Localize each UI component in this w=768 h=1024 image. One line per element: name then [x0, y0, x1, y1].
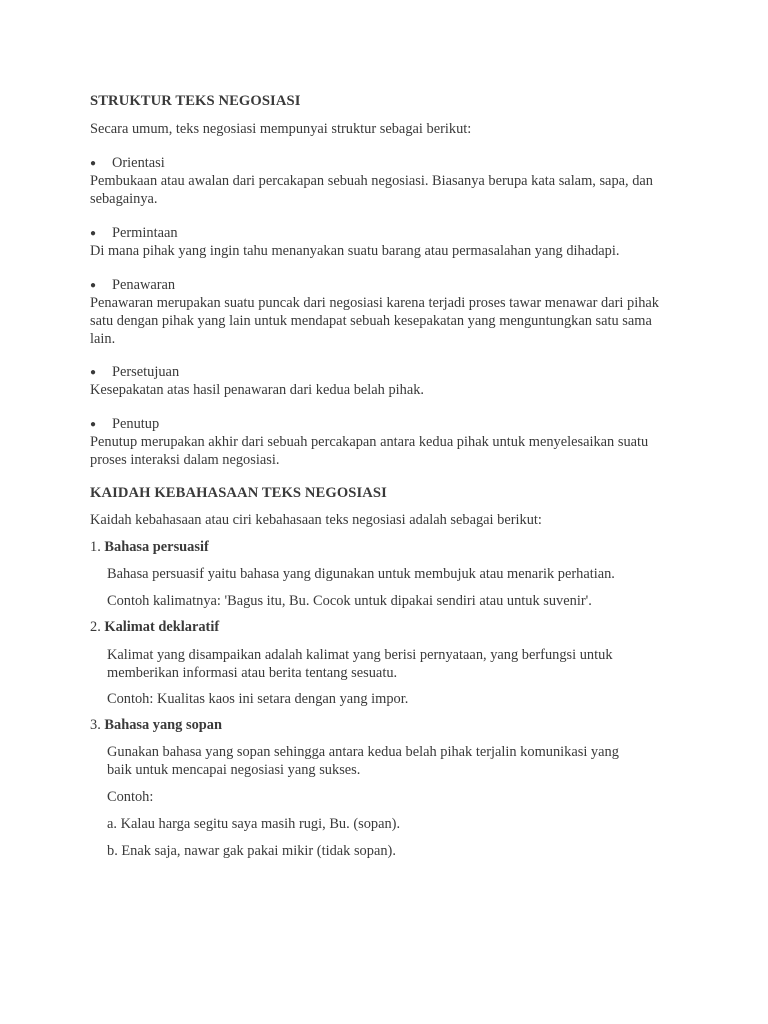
bullet-icon: ●: [90, 280, 97, 291]
item-number: 3.: [90, 717, 101, 733]
bullet-icon: ●: [90, 367, 97, 378]
item-title: Kalimat deklaratif: [104, 619, 220, 635]
item-example: Contoh: Kualitas kaos ini setara dengan yang impor.: [107, 691, 409, 707]
bullet-icon: ●: [90, 228, 97, 239]
item-example: Contoh kalimatnya: 'Bagus itu, Bu. Cocok untuk dipakai sendiri atau untuk suvenir'.: [107, 593, 592, 609]
item-title: Bahasa yang sopan: [104, 717, 222, 733]
list-item-title: Penawaran: [112, 277, 176, 293]
item-explanation: Gunakan bahasa yang sopan sehingga antara kedua belah pihak terjalin komunikasi yang baik untuk mencapai negosiasi yang sukses.: [107, 744, 619, 778]
numbered-item-heading: [90, 619, 219, 636]
list-item-penutup: [90, 416, 159, 433]
item-number: 2.: [90, 619, 101, 635]
item-example-label: Contoh:: [107, 789, 154, 805]
list-item-description: Penawaran merupakan suatu puncak dari negosiasi karena terjadi proses tawar menawar dari pihak satu dengan pihak yang lain untuk mendapat sebuah kesepakatan yang menguntungkan satu sama lain.: [90, 295, 659, 347]
list-item-description: Pembukaan atau awalan dari percakapan sebuah negosiasi. Biasanya berupa kata salam, sapa, dan sebagainya.: [90, 173, 654, 207]
item-example: b. Enak saja, nawar gak pakai mikir (tidak sopan).: [107, 843, 396, 859]
list-item-title: Persetujuan: [112, 364, 180, 380]
numbered-item-heading: [90, 539, 209, 556]
item-explanation: Bahasa persuasif yaitu bahasa yang digunakan untuk membujuk atau menarik perhatian.: [107, 566, 615, 582]
bullet-icon: ●: [90, 419, 97, 430]
list-item-persetujuan: [90, 364, 179, 381]
list-item-description: Penutup merupakan akhir dari sebuah percakapan antara kedua pihak untuk menyelesaikan suatu proses interaksi dalam negosiasi.: [90, 434, 649, 468]
list-item-description: Kesepakatan atas hasil penawaran dari kedua belah pihak.: [90, 382, 425, 398]
list-item-orientasi: [90, 155, 165, 172]
numbered-item-heading: [90, 717, 222, 734]
list-item-description: Di mana pihak yang ingin tahu menanyakan suatu barang atau permasalahan yang dihadapi.: [90, 243, 620, 259]
list-item-title: Orientasi: [112, 155, 165, 171]
list-item-title: Penutup: [112, 416, 160, 432]
item-explanation: Kalimat yang disampaikan adalah kalimat yang berisi pernyataan, yang berfungsi untuk memberikan informasi atau berita tentang sesuatu.: [107, 647, 613, 681]
item-number: 1.: [90, 539, 101, 555]
list-item-title: Permintaan: [112, 225, 178, 241]
section-title-struktur: STRUKTUR TEKS NEGOSIASI: [90, 93, 301, 109]
item-example: a. Kalau harga segitu saya masih rugi, Bu. (sopan).: [107, 816, 401, 832]
section-title-kaidah: KAIDAH KEBAHASAAN TEKS NEGOSIASI: [90, 485, 387, 501]
list-item-penawaran: [90, 277, 175, 294]
list-item-permintaan: [90, 225, 178, 242]
bullet-icon: ●: [90, 158, 97, 169]
section-intro-kaidah: Kaidah kebahasaan atau ciri kebahasaan teks negosiasi adalah sebagai berikut:: [90, 512, 542, 528]
section-intro-struktur: Secara umum, teks negosiasi mempunyai struktur sebagai berikut:: [90, 121, 472, 137]
item-title: Bahasa persuasif: [104, 539, 209, 555]
